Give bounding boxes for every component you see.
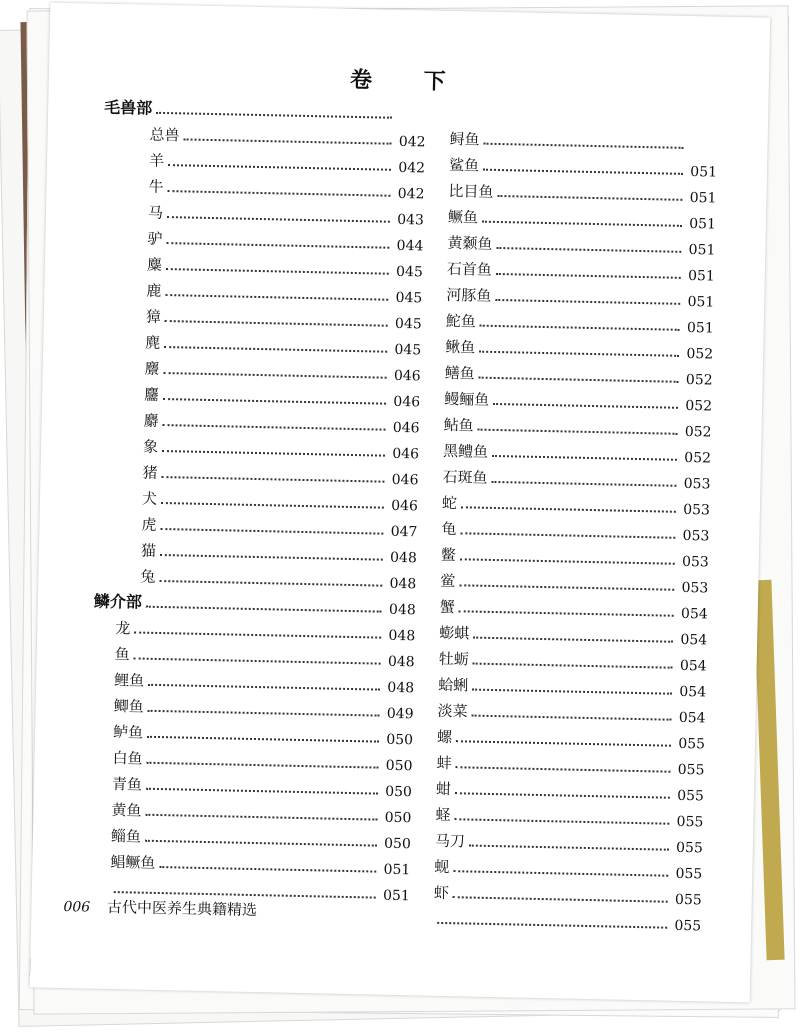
toc-entry-name: 龟 <box>441 519 457 539</box>
toc-entry-page: 051 <box>690 164 718 181</box>
page-footer <box>63 895 257 920</box>
toc-entry-page: 053 <box>681 553 709 571</box>
toc-entry-name: 总兽 <box>149 125 180 145</box>
toc-entry-name: 鲤鱼 <box>114 671 145 690</box>
toc-entry-page: 055 <box>676 813 704 831</box>
toc-entry-page: 048 <box>389 575 417 593</box>
toc-entry-page: 050 <box>385 783 413 801</box>
toc-entry-page: 052 <box>685 371 713 389</box>
dot-leader <box>437 921 667 929</box>
dot-leader <box>163 423 386 431</box>
dot-leader <box>145 839 377 847</box>
toc-entry-page: 055 <box>674 891 702 909</box>
toc-entry-name: 牡蛎 <box>438 649 469 669</box>
dot-leader <box>146 761 378 769</box>
toc-entry-page: 046 <box>393 393 421 411</box>
toc-entry-page: 051 <box>687 293 715 311</box>
toc-entry-page: 055 <box>677 787 705 805</box>
toc-entry-page: 055 <box>675 865 703 883</box>
dot-leader <box>480 324 680 331</box>
dot-leader <box>165 319 388 327</box>
toc-entry-page: 043 <box>397 211 425 229</box>
toc-entry-name: 河豚鱼 <box>446 285 492 305</box>
toc-entry-page: 048 <box>387 653 415 671</box>
toc-entry-name: 蚶 <box>435 779 452 799</box>
dot-leader <box>147 735 379 743</box>
toc-entry-name: 淡菜 <box>437 701 468 721</box>
page-title: 卷 下 <box>349 66 468 96</box>
toc-entry-name: 白鱼 <box>112 749 143 768</box>
toc-entry-page: 046 <box>392 419 420 437</box>
toc-entry-page: 052 <box>685 397 713 415</box>
dot-leader <box>456 739 671 747</box>
toc-entry-page: 052 <box>684 423 712 441</box>
dot-leader <box>160 553 383 561</box>
toc-entry-name: 马刀 <box>434 831 466 851</box>
dot-leader <box>164 345 387 353</box>
toc-entry-name: 石斑鱼 <box>442 467 488 487</box>
toc-entry-page: 046 <box>391 471 419 489</box>
dot-leader <box>473 636 673 643</box>
toc-entry-name: 鲫鱼 <box>113 697 144 716</box>
dot-leader <box>184 137 392 144</box>
toc-entry-name: 马 <box>147 203 164 222</box>
toc-entry-name: 麝 <box>143 411 159 430</box>
toc-entry-page: 045 <box>395 263 423 281</box>
toc-entry-name: 蛇 <box>441 493 458 513</box>
toc-left-column <box>88 92 427 905</box>
toc-entry-name: 猪 <box>142 463 158 482</box>
dot-leader <box>483 168 683 175</box>
dot-leader <box>461 505 676 513</box>
toc-entry-page: 051 <box>383 861 411 879</box>
dot-leader <box>473 662 673 669</box>
dot-leader <box>159 865 376 873</box>
toc-entry-name: 螺 <box>436 727 453 747</box>
toc-entry-page: 048 <box>387 679 415 697</box>
toc-entry-name: 鳅鱼 <box>445 337 476 357</box>
toc-entry-page: 047 <box>390 523 418 541</box>
toc-entry-page: 054 <box>679 657 707 675</box>
toc-entry-name: 鲳鳜鱼 <box>110 853 156 872</box>
toc-entry-name: 鲨鱼 <box>448 155 480 175</box>
dot-leader <box>166 267 389 275</box>
dot-leader <box>460 557 675 565</box>
toc-entry-name: 獐 <box>145 307 162 326</box>
toc-entry-page: 055 <box>675 839 703 857</box>
toc-entry-page: 054 <box>680 631 708 649</box>
toc-entry-page: 054 <box>680 605 708 623</box>
toc-entry-name: 鲇鱼 <box>443 415 474 435</box>
toc-entry-name: 鳜鱼 <box>447 207 479 227</box>
toc-entry-page: 042 <box>397 185 425 203</box>
toc-entry-name: 牛 <box>148 177 164 196</box>
dot-leader <box>164 371 387 379</box>
toc-entry-page: 053 <box>683 501 711 519</box>
dot-leader <box>161 475 384 483</box>
toc-entry-page: 053 <box>683 475 711 493</box>
toc-entry-name: 兔 <box>140 567 156 586</box>
toc-entry-name: 鳝鱼 <box>444 363 475 383</box>
toc-entry-name: 鲈鱼 <box>112 723 144 742</box>
dot-leader <box>472 688 672 695</box>
dot-leader <box>156 111 392 119</box>
toc-entry-name: 蟹 <box>439 597 456 617</box>
dot-leader <box>455 765 670 773</box>
dot-leader <box>134 656 381 664</box>
dot-leader <box>496 246 681 253</box>
dot-leader <box>159 579 382 587</box>
toc-entry-page: 053 <box>682 527 710 545</box>
dot-leader <box>146 605 382 613</box>
toc-entry-name: 麖 <box>144 359 160 378</box>
toc-entry-name: 蚌 <box>436 753 452 773</box>
toc-entry-page: 050 <box>385 757 413 775</box>
toc-entry-page: 045 <box>395 289 423 307</box>
toc-entry-page: 044 <box>396 237 424 255</box>
toc-entry-page: 050 <box>384 809 412 827</box>
toc-entry-name: 犬 <box>141 489 158 508</box>
toc-entry-page: 046 <box>393 367 421 385</box>
toc-entry-page: 055 <box>677 761 705 779</box>
toc-entry-name: 虎 <box>141 515 157 534</box>
toc-entry-name: 鳞介部 <box>93 591 143 612</box>
toc-entry-page: 050 <box>383 835 412 853</box>
toc-entry-name: 麢 <box>144 385 160 404</box>
dot-leader <box>496 272 681 279</box>
dot-leader <box>479 376 679 383</box>
toc-entry-page: 052 <box>686 345 714 363</box>
dot-leader <box>146 787 378 795</box>
toc-entry-page: 054 <box>679 683 707 701</box>
toc-entry-name: 鳗鲡鱼 <box>443 389 490 409</box>
toc-entry-name: 虾 <box>433 883 450 903</box>
toc-entry-name: 比目鱼 <box>448 181 494 201</box>
toc-entry-page: 046 <box>391 497 419 515</box>
toc-entry-page: 051 <box>688 215 717 233</box>
toc-entry-name: 黄鱼 <box>111 801 142 820</box>
dot-leader <box>492 454 677 461</box>
toc-entry-name: 黑鳢鱼 <box>442 441 489 461</box>
toc-entry-name: 象 <box>142 437 159 456</box>
toc-entry-name: 蛤蜊 <box>438 675 469 695</box>
toc-entry-name: 猫 <box>140 541 157 560</box>
toc-entry-page: 045 <box>394 341 422 359</box>
toc-entry-name: 麋 <box>146 255 163 274</box>
toc-entry-name: 麂 <box>145 333 161 352</box>
toc-entry-page: 055 <box>678 735 706 753</box>
dot-leader <box>161 501 384 509</box>
toc-entry-name: 毛兽部 <box>104 97 153 118</box>
toc-entry-page: 045 <box>394 315 422 333</box>
dot-leader <box>148 709 380 717</box>
dot-leader <box>479 350 679 357</box>
book-title: 古代中医养生典籍精选 <box>106 897 258 920</box>
dot-leader <box>160 527 383 535</box>
toc-entry-name: 鲎 <box>440 571 456 591</box>
dot-leader <box>162 449 385 457</box>
toc-entry-name: 鳖 <box>440 545 457 565</box>
toc-entry-page: 048 <box>388 601 416 619</box>
dot-leader <box>455 791 670 799</box>
dot-leader <box>472 714 672 721</box>
toc-entry-page: 051 <box>688 241 716 259</box>
toc-entry <box>433 903 701 935</box>
dot-leader <box>453 895 668 903</box>
toc-entry-name: 蟛蜞 <box>439 623 470 643</box>
dot-leader <box>163 397 386 405</box>
toc-entry-page: 049 <box>386 705 414 723</box>
toc-entry-page: 054 <box>678 709 706 727</box>
toc-entry-page: 048 <box>389 549 418 567</box>
toc-entry-name: 鲻鱼 <box>110 827 142 846</box>
toc-entry-page: 051 <box>686 319 714 337</box>
dot-leader <box>459 583 674 591</box>
dot-leader <box>167 189 390 197</box>
toc-entry-page: 051 <box>689 190 717 207</box>
dot-leader <box>453 869 668 877</box>
toc-entry-page: 046 <box>392 445 420 463</box>
dot-leader <box>482 220 682 227</box>
toc-entry-page: 042 <box>398 159 426 177</box>
toc-entry-page: 053 <box>681 579 709 597</box>
page-number: 006 <box>63 899 91 916</box>
dot-leader <box>148 683 380 691</box>
toc-entry-name: 石首鱼 <box>446 259 493 279</box>
dot-leader <box>167 215 390 223</box>
toc-entry-name: 鹿 <box>146 281 162 300</box>
dot-leader <box>168 163 391 171</box>
toc-entry-name: 鱼 <box>114 645 130 664</box>
dot-leader <box>459 609 674 617</box>
toc-entry-name: 蛏 <box>435 805 451 825</box>
dot-leader <box>491 480 676 487</box>
toc-entry-page: 048 <box>388 627 416 645</box>
toc-entry-name: 鮀鱼 <box>445 311 477 331</box>
dot-leader <box>493 402 678 409</box>
dot-leader <box>166 241 389 249</box>
toc-page <box>30 3 770 1003</box>
toc-entry-page: 055 <box>674 917 702 935</box>
toc-entry-name: 青鱼 <box>111 775 143 794</box>
toc-entry-name: 鲟鱼 <box>449 129 480 149</box>
dot-leader <box>495 298 680 305</box>
dot-leader <box>454 817 669 825</box>
dot-leader <box>134 630 381 638</box>
toc-entry-page: 042 <box>398 133 426 151</box>
toc-entry-page: 051 <box>687 267 715 285</box>
toc-entry-page: 050 <box>386 731 414 749</box>
toc-entry-name: 黄颡鱼 <box>447 233 493 253</box>
dot-leader <box>460 531 675 539</box>
dot-leader <box>145 813 377 821</box>
toc-entry-name: 羊 <box>148 151 165 170</box>
toc-entry-page: 051 <box>382 887 410 905</box>
dot-leader <box>165 293 388 301</box>
toc-entry-name: 龙 <box>115 619 131 638</box>
dot-leader <box>484 142 684 149</box>
dot-leader <box>497 194 682 201</box>
toc-entry-name: 蚬 <box>434 857 450 877</box>
toc-entry-name: 驴 <box>147 229 163 248</box>
toc-entry-page: 052 <box>684 449 712 467</box>
dot-leader <box>469 844 669 851</box>
dot-leader <box>478 428 678 435</box>
toc-right-column <box>433 123 718 934</box>
